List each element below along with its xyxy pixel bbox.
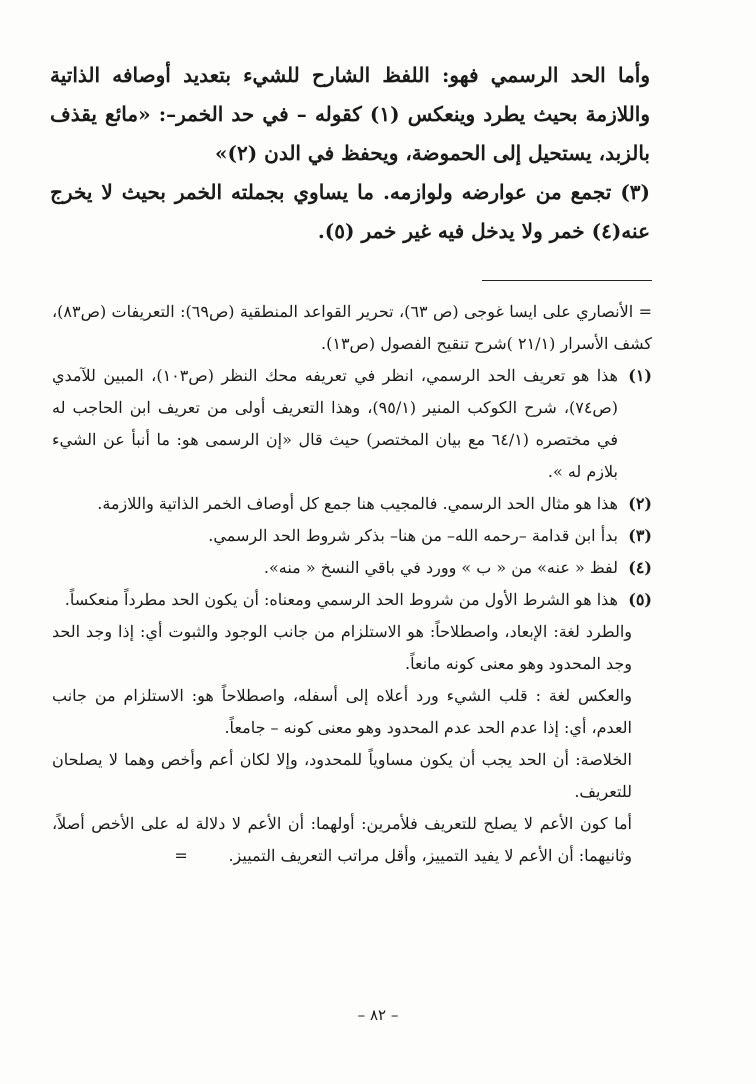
footnote-5-tard-paragraph: والطرد لغة: الإبعاد، واصطلاحاً: هو الاستلزام من جانب الوجود والثبوت أي: إذا وجد الحد وجد المحدود وهو معنى كونه مانعاً.: [52, 622, 632, 673]
footnote-5-general-paragraph: [52, 808, 652, 872]
footnote-3-number: (٣): [628, 526, 652, 545]
footnote-4-number: (٤): [628, 558, 652, 577]
continuation-marker: =: [174, 846, 188, 865]
footnote-3: [52, 520, 652, 552]
footnote-4-text: لفظ « عنه» من « ب » وورد في باقي النسخ « منه».: [263, 558, 618, 577]
footnote-2-number: (٢): [628, 494, 652, 513]
footnote-2-text: هذا هو مثال الحد الرسمي. فالمجيب هنا جمع كل أوصاف الخمر الذاتية واللازمة.: [97, 494, 618, 513]
footnotes: [52, 296, 652, 872]
footnote-5-summary-paragraph: الخلاصة: أن الحد يجب أن يكون مساوياً للمحدود، وإلا لكان أعم وأخص وهما لا يصلحان للتعريف.: [52, 750, 632, 801]
footnote-1: [52, 360, 652, 488]
footnote-4: [52, 552, 652, 584]
footnote-5-number: (٥): [628, 590, 652, 609]
footnote-5-text: هذا هو الشرط الأول من شروط الحد الرسمي ومعناه: أن يكون الحد مطرداً منعكساً.: [64, 590, 618, 609]
footnote-5-general-text: أما كون الأعم لا يصلح للتعريف فلأمرين: أولهما: أن الأعم لا دلالة له على الأخص أصلاً، وثانيهما: أن الأعم لا يفيد التمييز، وأقل مراتب التعريف التمييز.: [52, 814, 633, 865]
footnote-2: [52, 488, 652, 520]
footnote-5: [52, 584, 652, 616]
footnote-1-text: هذا هو تعريف الحد الرسمي، انظر في تعريفه محك النظر (ص١٠٣)، المبين للآمدي (ص٧٤)، شرح الكوكب المنير (٩٥/١)، وهذا التعريف أولى من تعريف ابن الحاجب له في مختصره (٦٤/١ مع بيان المختصر) حيث قال «إن الرسمى هو: ما أنبأ عن الشيء بلازم له ».: [52, 366, 619, 481]
main-paragraph-1: وأما الحد الرسمي فهو: اللفظ الشارح للشيء بتعديد أوصافه الذاتية واللازمة بحيث يطرد وينعكس (١) كقوله – في حد الخمر–: «مائع يقذف بالزبد، يستحيل إلى الحموضة، ويحفظ في الدن (٢)»: [50, 63, 650, 165]
page-number: – ٨٢ –: [357, 1006, 399, 1024]
footnote-1-number: (١): [628, 366, 652, 385]
footnote-separator: [482, 280, 652, 281]
footnote-continuation: = الأنصاري على ايسا غوجى (ص ٦٣)، تحرير القواعد المنطقية (ص٦٩): التعريفات (ص٨٣)، كشف الأسرار (٢١/١ )شرح تنقيح الفصول (ص١٣).: [52, 302, 652, 353]
footnote-5-aks-paragraph: والعكس لغة : قلب الشيء ورد أعلاه إلى أسفله، واصطلاحاً هو: الاستلزام من جانب العدم، أي: إذا عدم الحد عدم المحدود وهو معنى كونه – جامعاً.: [52, 686, 632, 737]
footnote-3-text: بدأ ابن قدامة –رحمه الله– من هنا– بذكر شروط الحد الرسمي.: [208, 526, 618, 545]
main-paragraph-2: (٣) تجمع من عوارضه ولوازمه. ما يساوي بجملته الخمر بحيث لا يخرج عنه(٤) خمر ولا يدخل فيه غير خمر (٥).: [50, 180, 651, 243]
main-text: [50, 56, 650, 251]
